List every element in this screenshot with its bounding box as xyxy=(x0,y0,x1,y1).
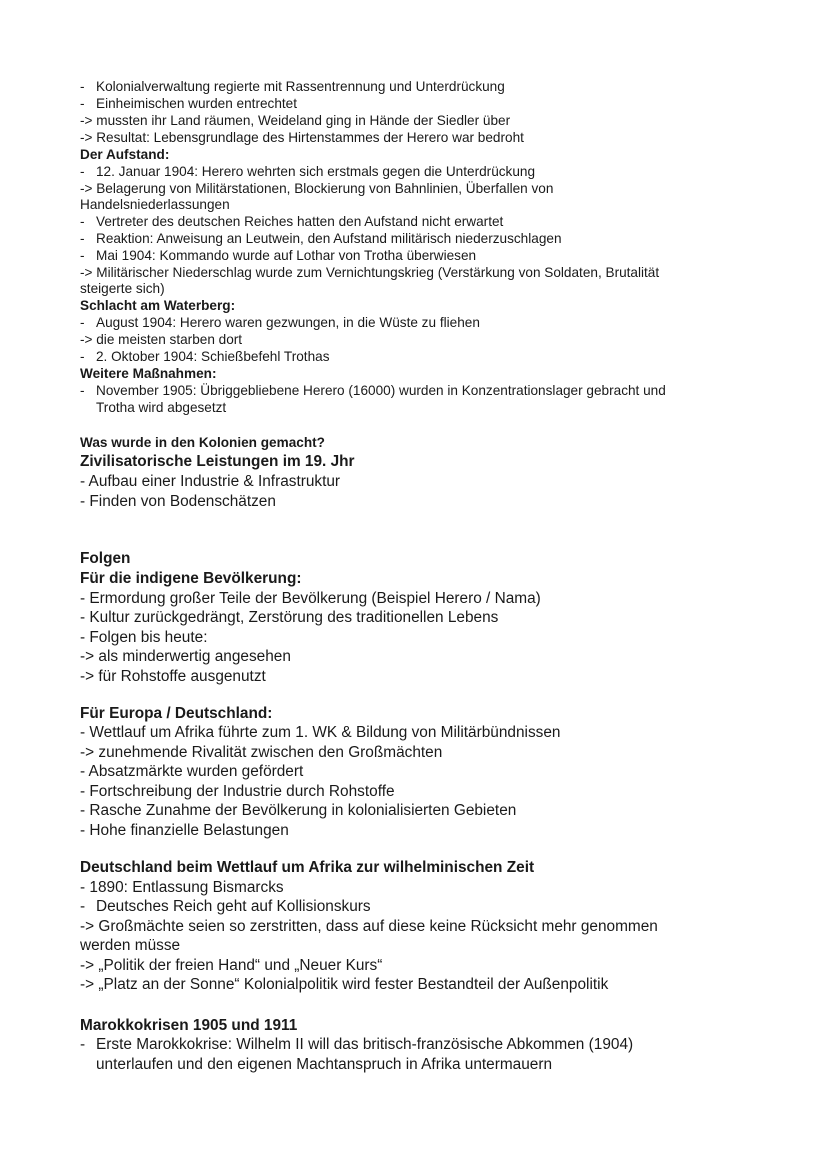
bullet-line xyxy=(80,79,505,94)
dash: - xyxy=(80,383,85,398)
list-item: -> als minderwertig angesehen xyxy=(80,648,291,665)
dash: - xyxy=(80,1036,86,1053)
text: Einheimischen wurden entrechtet xyxy=(96,96,297,111)
arrow-line: -> Großmächte seien so zerstritten, dass auf diese keine Rücksicht mehr genommen xyxy=(80,918,658,935)
list-item: - Hohe finanzielle Belastungen xyxy=(80,822,289,839)
dash: - xyxy=(80,231,85,246)
continuation-line: steigerte sich) xyxy=(80,281,165,296)
dash: - xyxy=(80,214,85,229)
heading-massnahmen: Weitere Maßnahmen: xyxy=(80,366,217,381)
bullet-line xyxy=(80,164,535,179)
dash: - xyxy=(80,315,85,330)
text: November 1905: Übriggebliebene Herero (16000) wurden in Konzentrationslager gebracht und xyxy=(96,383,666,398)
list-item: - Aufbau einer Industrie & Infrastruktur xyxy=(80,473,341,490)
list-item: - Fortschreibung der Industrie durch Rohstoffe xyxy=(80,783,395,800)
text: Deutsches Reich geht auf Kollisionskurs xyxy=(96,898,371,915)
text: Reaktion: Anweisung an Leutwein, den Aufstand militärisch niederzuschlagen xyxy=(96,231,562,246)
text: 2. Oktober 1904: Schießbefehl Trothas xyxy=(96,349,330,364)
arrow-line: -> „Platz an der Sonne“ Kolonialpolitik wird fester Bestandteil der Außenpolitik xyxy=(80,976,609,993)
text: Vertreter des deutschen Reiches hatten den Aufstand nicht erwartet xyxy=(96,214,504,229)
list-item: - Absatzmärkte wurden gefördert xyxy=(80,763,304,780)
list-item: - Ermordung großer Teile der Bevölkerung (Beispiel Herero / Nama) xyxy=(80,590,541,607)
heading-waterberg: Schlacht am Waterberg: xyxy=(80,298,236,313)
dash: - xyxy=(80,248,85,263)
bullet-line xyxy=(80,214,503,229)
list-item: - Rasche Zunahme der Bevölkerung in kolonialisierten Gebieten xyxy=(80,802,517,819)
text: Erste Marokkokrise: Wilhelm II will das britisch-französische Abkommen (1904) xyxy=(96,1036,634,1053)
heading-wettlauf: Deutschland beim Wettlauf um Afrika zur wilhelminischen Zeit xyxy=(80,859,535,876)
heading-indigene: Für die indigene Bevölkerung: xyxy=(80,570,302,587)
bullet-line xyxy=(80,898,371,916)
dash: - xyxy=(80,96,85,111)
arrow-line: -> Militärischer Niederschlag wurde zum Vernichtungskrieg (Verstärkung von Soldaten, Brutalität xyxy=(80,265,660,280)
arrow-line: -> Resultat: Lebensgrundlage des Hirtenstammes der Herero war bedroht xyxy=(80,130,524,145)
question-heading: Was wurde in den Kolonien gemacht? xyxy=(80,435,325,450)
list-item: -> für Rohstoffe ausgenutzt xyxy=(80,668,266,685)
text: Kolonialverwaltung regierte mit Rassentrennung und Unterdrückung xyxy=(96,79,505,94)
bullet-line xyxy=(80,248,476,263)
bullet-line xyxy=(80,315,480,330)
continuation-line: werden müsse xyxy=(80,937,181,954)
list-item: - Wettlauf um Afrika führte zum 1. WK & Bildung von Militärbündnissen xyxy=(80,724,561,741)
text: Mai 1904: Kommando wurde auf Lothar von Trotha überwiesen xyxy=(96,248,477,263)
heading-folgen: Folgen xyxy=(80,550,131,567)
heading-aufstand: Der Aufstand: xyxy=(80,147,170,162)
bullet-line xyxy=(80,1036,633,1054)
dash: - xyxy=(80,349,85,364)
list-item: - Finden von Bodenschätzen xyxy=(80,493,276,510)
bullet-line xyxy=(80,231,562,246)
heading-europa: Für Europa / Deutschland: xyxy=(80,705,273,722)
arrow-line: -> die meisten starben dort xyxy=(80,332,243,347)
dash: - xyxy=(80,898,86,915)
list-item: - 1890: Entlassung Bismarcks xyxy=(80,879,284,896)
heading-marokko: Marokkokrisen 1905 und 1911 xyxy=(80,1017,298,1034)
list-item: -> zunehmende Rivalität zwischen den Großmächten xyxy=(80,744,443,761)
continuation-line: Handelsniederlassungen xyxy=(80,197,230,212)
continuation-line: Trotha wird abgesetzt xyxy=(96,400,227,415)
continuation-line: unterlaufen und den eigenen Machtanspruch in Afrika untermauern xyxy=(96,1056,553,1073)
dash: - xyxy=(80,164,85,179)
arrow-line: -> Belagerung von Militärstationen, Blockierung von Bahnlinien, Überfallen von xyxy=(80,181,554,196)
text: 12. Januar 1904: Herero wehrten sich erstmals gegen die Unterdrückung xyxy=(96,164,536,179)
text: August 1904: Herero waren gezwungen, in die Wüste zu fliehen xyxy=(96,315,480,330)
list-item: - Kultur zurückgedrängt, Zerstörung des traditionellen Lebens xyxy=(80,609,499,626)
heading-leistungen: Zivilisatorische Leistungen im 19. Jhr xyxy=(80,453,355,470)
list-item: - Folgen bis heute: xyxy=(80,629,208,646)
bullet-line xyxy=(80,96,297,111)
dash: - xyxy=(80,79,85,94)
arrow-line: -> „Politik der freien Hand“ und „Neuer Kurs“ xyxy=(80,957,383,974)
bullet-line xyxy=(80,383,666,398)
bullet-line xyxy=(80,349,330,364)
arrow-line: -> mussten ihr Land räumen, Weideland ging in Hände der Siedler über xyxy=(80,113,511,128)
